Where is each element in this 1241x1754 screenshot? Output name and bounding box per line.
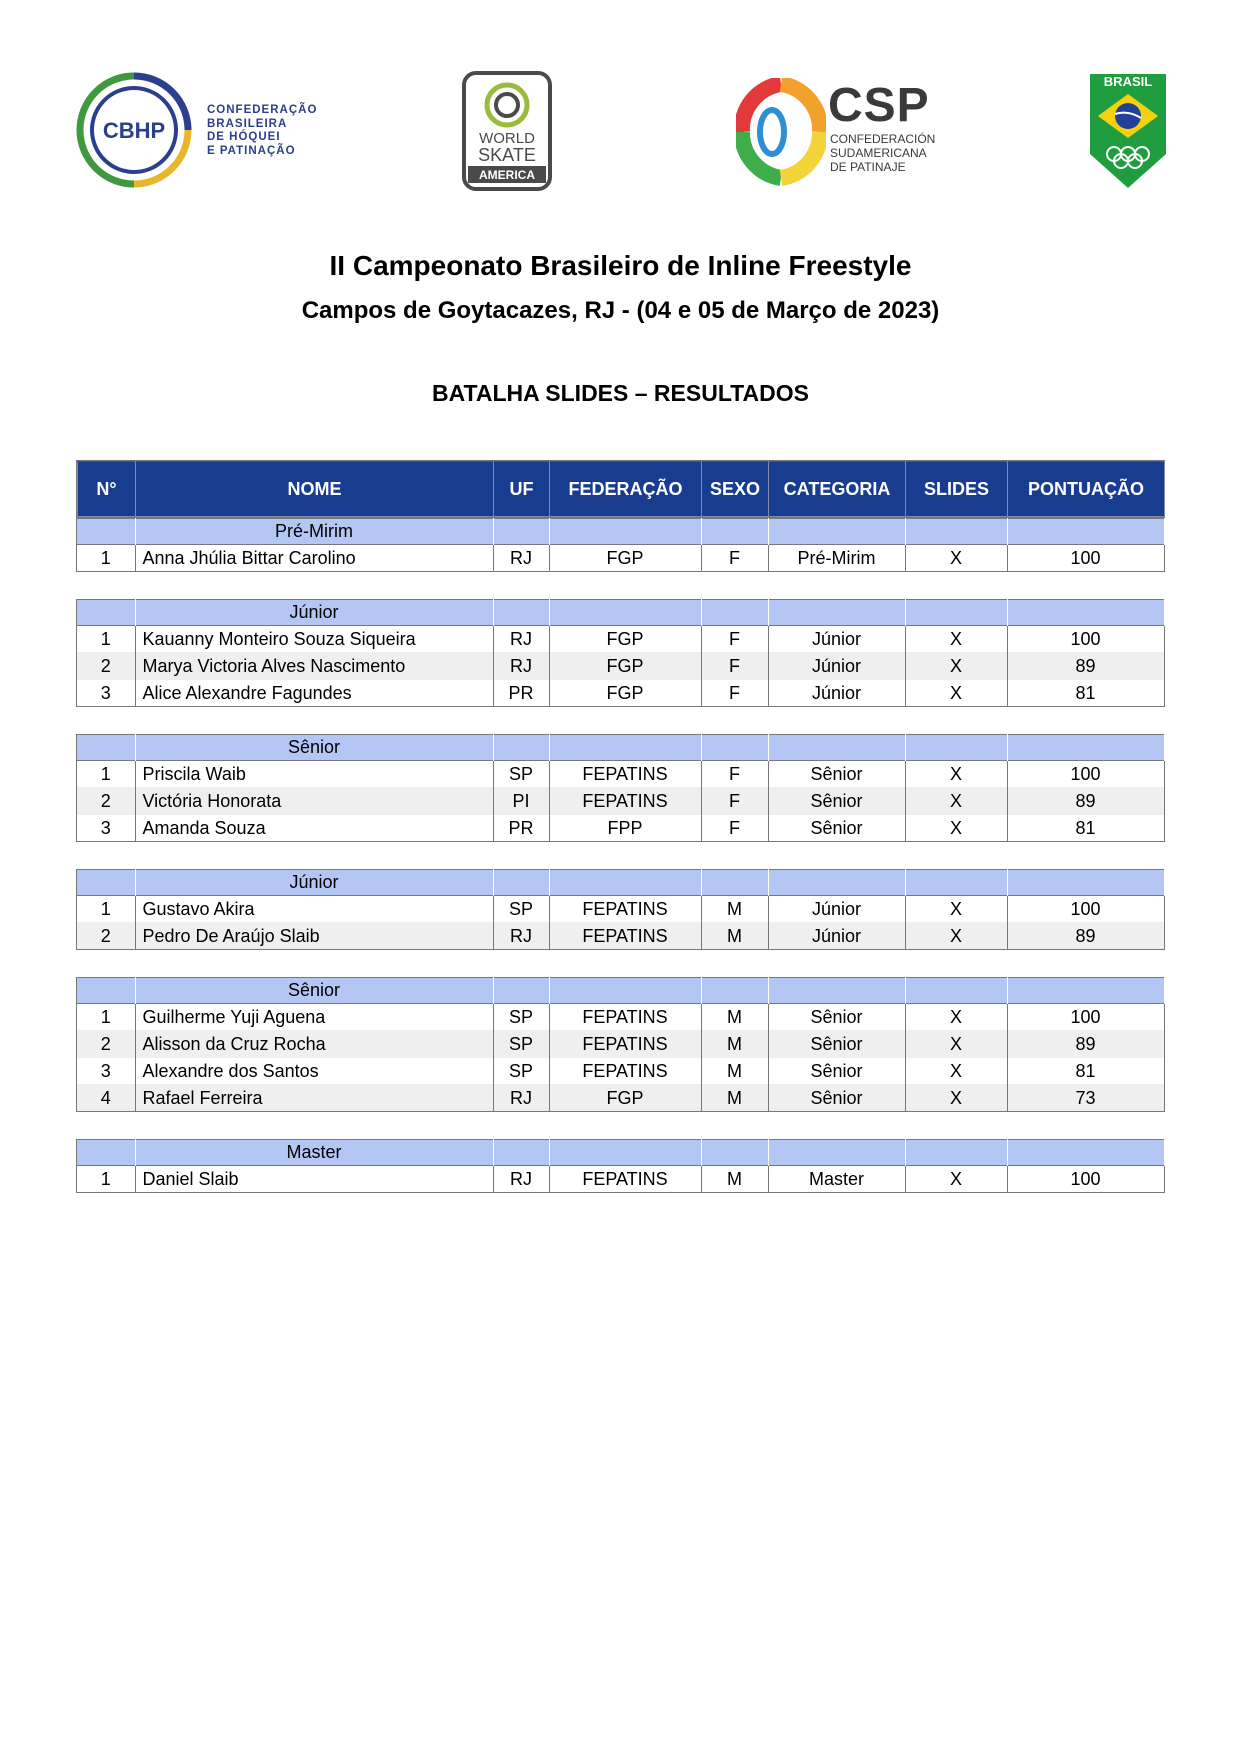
cell-sexo: F	[701, 815, 768, 842]
table-row	[77, 1031, 1164, 1058]
category-header-cell	[905, 600, 1007, 626]
category-header-cell	[549, 519, 701, 545]
cell-categoria: Sênior	[768, 788, 905, 815]
cell-name: Pedro De Araújo Slaib	[135, 923, 493, 950]
cell-categoria: Júnior	[768, 896, 905, 923]
category-header-cell	[701, 600, 768, 626]
category-header-cell	[768, 600, 905, 626]
category-header-cell	[549, 600, 701, 626]
table-row	[77, 1004, 1164, 1031]
category-group	[76, 1139, 1165, 1193]
category-header-cell	[493, 600, 549, 626]
cell-name: Kauanny Monteiro Souza Siqueira	[135, 626, 493, 653]
table-row	[77, 815, 1164, 842]
cell-categoria: Júnior	[768, 653, 905, 680]
category-header-cell	[701, 735, 768, 761]
category-header-row	[77, 735, 1164, 761]
cell-sexo: M	[701, 1058, 768, 1085]
cell-name: Alisson da Cruz Rocha	[135, 1031, 493, 1058]
cell-federacao: FGP	[549, 626, 701, 653]
cell-pontuacao: 81	[1007, 815, 1164, 842]
cell-pontuacao: 100	[1007, 761, 1164, 788]
cell-categoria: Júnior	[768, 626, 905, 653]
world-skate-logo	[462, 71, 552, 191]
cell-pontuacao: 89	[1007, 653, 1164, 680]
cell-pontuacao: 73	[1007, 1085, 1164, 1112]
cell-slides: X	[905, 545, 1007, 572]
cell-slides: X	[905, 815, 1007, 842]
section-title: BATALHA SLIDES – RESULTADOS	[432, 380, 809, 406]
table-row	[77, 923, 1164, 950]
cell-sexo: M	[701, 1004, 768, 1031]
cell-sexo: F	[701, 680, 768, 707]
cell-slides: X	[905, 1058, 1007, 1085]
cell-federacao: FGP	[549, 1085, 701, 1112]
cell-categoria: Sênior	[768, 1031, 905, 1058]
cell-name: Alice Alexandre Fagundes	[135, 680, 493, 707]
cell-categoria: Júnior	[768, 680, 905, 707]
svg-text:CBHP: CBHP	[102, 118, 166, 143]
category-header-cell	[701, 978, 768, 1004]
cbhp-emblem-icon	[74, 70, 194, 190]
cell-federacao: FEPATINS	[549, 923, 701, 950]
cell-sexo: F	[701, 653, 768, 680]
category-header-cell	[549, 1140, 701, 1166]
cell-uf: SP	[493, 761, 549, 788]
category-label: Sênior	[135, 735, 493, 761]
cell-federacao: FEPATINS	[549, 1031, 701, 1058]
category-header-cell	[1007, 1140, 1164, 1166]
cell-sexo: M	[701, 896, 768, 923]
cell-name: Priscila Waib	[135, 761, 493, 788]
cell-name: Rafael Ferreira	[135, 1085, 493, 1112]
category-header-cell	[493, 870, 549, 896]
cell-uf: PR	[493, 680, 549, 707]
svg-text:SKATE: SKATE	[478, 145, 536, 165]
table-row	[77, 680, 1164, 707]
category-header-cell	[768, 1140, 905, 1166]
table-row	[77, 1166, 1164, 1193]
cell-slides: X	[905, 896, 1007, 923]
cell-pontuacao: 100	[1007, 1166, 1164, 1193]
category-label: Sênior	[135, 978, 493, 1004]
cell-uf: RJ	[493, 1085, 549, 1112]
category-header-cell	[905, 519, 1007, 545]
cell-no: 1	[77, 1166, 135, 1193]
column-header-no: N°	[78, 462, 136, 517]
csp-emblem-icon	[736, 78, 826, 186]
svg-text:AMERICA: AMERICA	[479, 168, 535, 182]
category-group	[76, 599, 1165, 707]
table-row	[77, 1058, 1164, 1085]
cell-federacao: FPP	[549, 815, 701, 842]
table-row	[77, 1085, 1164, 1112]
cell-uf: SP	[493, 1004, 549, 1031]
csp-logo-text: CONFEDERACIÓN SUDAMERICANA DE PATINAJE	[830, 132, 936, 174]
category-header-cell	[1007, 519, 1164, 545]
cell-categoria: Sênior	[768, 815, 905, 842]
category-header-row	[77, 600, 1164, 626]
category-group	[76, 977, 1165, 1112]
category-header-cell	[701, 870, 768, 896]
table-row	[77, 761, 1164, 788]
category-header-cell	[1007, 978, 1164, 1004]
cell-uf: PR	[493, 815, 549, 842]
cell-categoria: Sênior	[768, 761, 905, 788]
cell-no: 1	[77, 896, 135, 923]
cell-no: 3	[77, 680, 135, 707]
cell-uf: PI	[493, 788, 549, 815]
cell-name: Daniel Slaib	[135, 1166, 493, 1193]
cell-sexo: M	[701, 1085, 768, 1112]
cell-uf: SP	[493, 1058, 549, 1085]
cell-categoria: Sênior	[768, 1085, 905, 1112]
csp-logo	[736, 78, 936, 186]
cell-slides: X	[905, 626, 1007, 653]
logo-bar	[0, 0, 1241, 200]
category-header-cell	[493, 735, 549, 761]
category-header-cell	[493, 519, 549, 545]
cell-slides: X	[905, 923, 1007, 950]
category-header-cell	[768, 735, 905, 761]
cell-uf: RJ	[493, 545, 549, 572]
cell-federacao: FGP	[549, 545, 701, 572]
cell-no: 3	[77, 815, 135, 842]
cell-sexo: M	[701, 923, 768, 950]
table-row	[77, 896, 1164, 923]
category-label: Pré-Mirim	[135, 519, 493, 545]
category-header-row	[77, 870, 1164, 896]
cell-no: 4	[77, 1085, 135, 1112]
column-header-name: NOME	[136, 462, 494, 517]
cell-sexo: M	[701, 1031, 768, 1058]
category-label: Master	[135, 1140, 493, 1166]
cell-name: Anna Jhúlia Bittar Carolino	[135, 545, 493, 572]
world-skate-emblem-icon	[462, 71, 552, 191]
category-group	[76, 869, 1165, 950]
category-header-cell	[493, 1140, 549, 1166]
cell-name: Victória Honorata	[135, 788, 493, 815]
category-header-row	[77, 1140, 1164, 1166]
cell-no: 2	[77, 1031, 135, 1058]
cell-categoria: Pré-Mirim	[768, 545, 905, 572]
table-row	[77, 653, 1164, 680]
cell-slides: X	[905, 1004, 1007, 1031]
cell-pontuacao: 81	[1007, 1058, 1164, 1085]
cell-sexo: F	[701, 626, 768, 653]
category-header-cell	[77, 870, 135, 896]
category-header-cell	[905, 870, 1007, 896]
category-label: Júnior	[135, 870, 493, 896]
category-header-cell	[768, 978, 905, 1004]
page-title: II Campeonato Brasileiro de Inline Freestyle	[329, 250, 912, 281]
brasil-olympic-logo	[1088, 72, 1168, 190]
column-header-categoria: CATEGORIA	[769, 462, 906, 517]
category-header-cell	[77, 600, 135, 626]
category-header-row	[77, 519, 1164, 545]
cell-slides: X	[905, 788, 1007, 815]
column-header-uf: UF	[494, 462, 550, 517]
cell-uf: RJ	[493, 923, 549, 950]
cell-name: Guilherme Yuji Aguena	[135, 1004, 493, 1031]
category-group	[76, 518, 1165, 572]
cell-no: 1	[77, 761, 135, 788]
page-subtitle: Campos de Goytacazes, RJ - (04 e 05 de Março de 2023)	[301, 297, 940, 324]
category-group	[76, 734, 1165, 842]
table-header	[76, 460, 1165, 518]
svg-text:BRASIL: BRASIL	[1103, 74, 1153, 89]
cell-uf: SP	[493, 896, 549, 923]
column-header-slides: SLIDES	[906, 462, 1008, 517]
cell-uf: RJ	[493, 626, 549, 653]
cell-pontuacao: 89	[1007, 923, 1164, 950]
groups-container	[76, 518, 1165, 1193]
cell-slides: X	[905, 1166, 1007, 1193]
category-label: Júnior	[135, 600, 493, 626]
cell-federacao: FGP	[549, 680, 701, 707]
cell-pontuacao: 100	[1007, 545, 1164, 572]
column-header-federacao: FEDERAÇÃO	[550, 462, 702, 517]
cell-federacao: FEPATINS	[549, 1166, 701, 1193]
category-header-cell	[768, 870, 905, 896]
cell-no: 1	[77, 626, 135, 653]
category-header-cell	[1007, 735, 1164, 761]
cell-name: Gustavo Akira	[135, 896, 493, 923]
cell-uf: RJ	[493, 1166, 549, 1193]
cell-slides: X	[905, 680, 1007, 707]
category-header-cell	[77, 519, 135, 545]
category-header-cell	[77, 978, 135, 1004]
cell-uf: SP	[493, 1031, 549, 1058]
category-header-cell	[77, 1140, 135, 1166]
svg-text:WORLD: WORLD	[479, 130, 535, 147]
cell-categoria: Master	[768, 1166, 905, 1193]
cell-no: 2	[77, 653, 135, 680]
category-header-cell	[493, 978, 549, 1004]
category-header-cell	[701, 1140, 768, 1166]
cell-pontuacao: 100	[1007, 1004, 1164, 1031]
category-header-cell	[549, 870, 701, 896]
cell-name: Amanda Souza	[135, 815, 493, 842]
category-header-row	[77, 978, 1164, 1004]
cell-categoria: Sênior	[768, 1058, 905, 1085]
cell-slides: X	[905, 761, 1007, 788]
cell-sexo: F	[701, 788, 768, 815]
cell-federacao: FEPATINS	[549, 761, 701, 788]
cell-federacao: FEPATINS	[549, 1004, 701, 1031]
cell-no: 2	[77, 923, 135, 950]
results-table	[76, 460, 1165, 1193]
cell-pontuacao: 100	[1007, 896, 1164, 923]
cell-uf: RJ	[493, 653, 549, 680]
cell-pontuacao: 100	[1007, 626, 1164, 653]
category-header-cell	[701, 519, 768, 545]
cell-sexo: M	[701, 1166, 768, 1193]
cell-slides: X	[905, 653, 1007, 680]
brasil-shield-icon	[1088, 72, 1168, 190]
cell-sexo: F	[701, 545, 768, 572]
cell-federacao: FEPATINS	[549, 896, 701, 923]
category-header-cell	[905, 735, 1007, 761]
table-row	[77, 545, 1164, 572]
category-header-cell	[905, 978, 1007, 1004]
category-header-cell	[1007, 600, 1164, 626]
csp-logo-abbr: CSP	[828, 79, 930, 132]
cell-sexo: F	[701, 761, 768, 788]
cell-federacao: FGP	[549, 653, 701, 680]
cell-no: 1	[77, 545, 135, 572]
column-header-sexo: SEXO	[702, 462, 769, 517]
category-header-cell	[905, 1140, 1007, 1166]
table-row	[77, 788, 1164, 815]
table-row	[77, 626, 1164, 653]
cell-slides: X	[905, 1031, 1007, 1058]
cell-federacao: FEPATINS	[549, 788, 701, 815]
cell-federacao: FEPATINS	[549, 1058, 701, 1085]
category-header-cell	[549, 978, 701, 1004]
cbhp-logo	[74, 70, 324, 190]
category-header-cell	[77, 735, 135, 761]
cell-pontuacao: 89	[1007, 1031, 1164, 1058]
column-header-pontuacao: PONTUAÇÃO	[1008, 462, 1165, 517]
cell-no: 1	[77, 1004, 135, 1031]
category-header-cell	[549, 735, 701, 761]
cell-name: Marya Victoria Alves Nascimento	[135, 653, 493, 680]
cell-pontuacao: 81	[1007, 680, 1164, 707]
cell-slides: X	[905, 1085, 1007, 1112]
cell-no: 3	[77, 1058, 135, 1085]
cell-categoria: Júnior	[768, 923, 905, 950]
cell-name: Alexandre dos Santos	[135, 1058, 493, 1085]
category-header-cell	[768, 519, 905, 545]
cbhp-logo-text: CONFEDERAÇÃO BRASILEIRA DE HÓQUEI E PATINAÇÃO	[207, 104, 318, 157]
cell-pontuacao: 89	[1007, 788, 1164, 815]
cell-categoria: Sênior	[768, 1004, 905, 1031]
header-row	[78, 462, 1165, 517]
category-header-cell	[1007, 870, 1164, 896]
cell-no: 2	[77, 788, 135, 815]
